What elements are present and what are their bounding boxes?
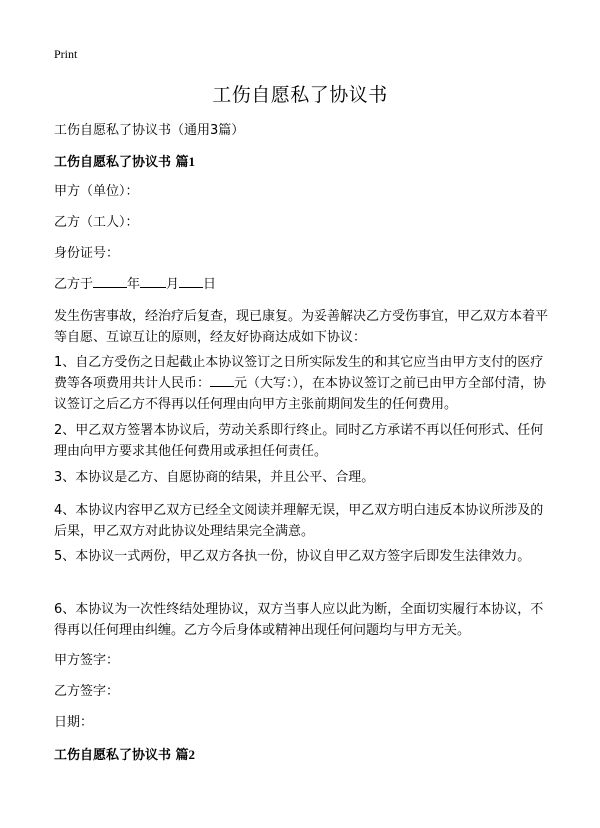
year-blank xyxy=(93,275,127,288)
year-label: 年 xyxy=(127,277,141,292)
section-heading-number: 2 xyxy=(188,747,196,762)
month-blank xyxy=(140,275,166,288)
intro-paragraph: 发生伤害事故，经治疗后复查，现已康复。为妥善解决乙方受伤事宜，甲乙双方本着平等自愿、互谅互让的原则，经友好协商达成如下协议： xyxy=(54,309,549,345)
document-subtitle: 工伤自愿私了协议书（通用3篇） xyxy=(54,123,245,138)
clause-4: 4、本协议内容甲乙双方已经全文阅读并理解无误，甲乙双方明白违反本协议所涉及的后果，甲乙双方对此协议处理结果完全满意。 xyxy=(54,503,544,539)
section-heading-2 xyxy=(54,744,548,763)
clause-5: 5、本协议一式两份，甲乙双方各执一份，协议自甲乙双方签字后即发生法律效力。 xyxy=(54,549,531,564)
clause-6: 6、本协议为一次性终结处理协议，双方当事人应以此为断，全面切实履行本协议，不得再以任何理由纠缠。乙方今后身体或精神出现任何问题均与甲方无关。 xyxy=(54,602,544,638)
clause-1-text-after: 元（大写：），在本协议签订之前已由甲方全部付清，协议签订之后乙方不得再以任何理由向甲方主张前期间发生的任何费用。 xyxy=(54,376,547,412)
party-b-worker-line: 乙方（工人）： xyxy=(54,215,139,230)
clause-3: 3、本协议是乙方、自愿协商的结果，并且公平、合理。 xyxy=(54,470,375,485)
clause-1-text-before: 1、自乙方受伤之日起截止本协议签订之日所实际发生的和其它应当由甲方支付的医疗费等各项费用共计人民币： xyxy=(54,355,544,391)
date-signature-line: 日期： xyxy=(54,715,94,730)
amount-blank xyxy=(210,374,234,387)
section-heading-1 xyxy=(54,151,548,170)
clause-2: 2、甲乙双方签署本协议后，劳动关系即行终止。同时乙方承诺不再以任何形式、任何理由向甲方要求其他任何费用或承担任何责任。 xyxy=(54,423,544,459)
day-label: 日 xyxy=(203,277,217,292)
day-blank xyxy=(179,275,203,288)
section-heading-text: 工伤自愿私了协议书 篇 xyxy=(54,155,189,170)
party-a-unit-line: 甲方（单位）： xyxy=(54,184,139,199)
clause-1 xyxy=(54,352,548,415)
party-a-signature-line: 甲方签字： xyxy=(54,653,120,668)
id-number-line: 身份证号： xyxy=(54,246,120,261)
month-label: 月 xyxy=(166,277,180,292)
print-label: Print xyxy=(54,47,78,61)
injury-date-line xyxy=(54,274,548,295)
date-prefix: 乙方于 xyxy=(54,277,94,292)
section-heading-text: 工伤自愿私了协议书 篇 xyxy=(54,748,189,763)
document-title: 工伤自愿私了协议书 xyxy=(212,84,388,106)
party-b-signature-line: 乙方签字： xyxy=(54,684,120,699)
section-heading-number: 1 xyxy=(188,154,196,169)
